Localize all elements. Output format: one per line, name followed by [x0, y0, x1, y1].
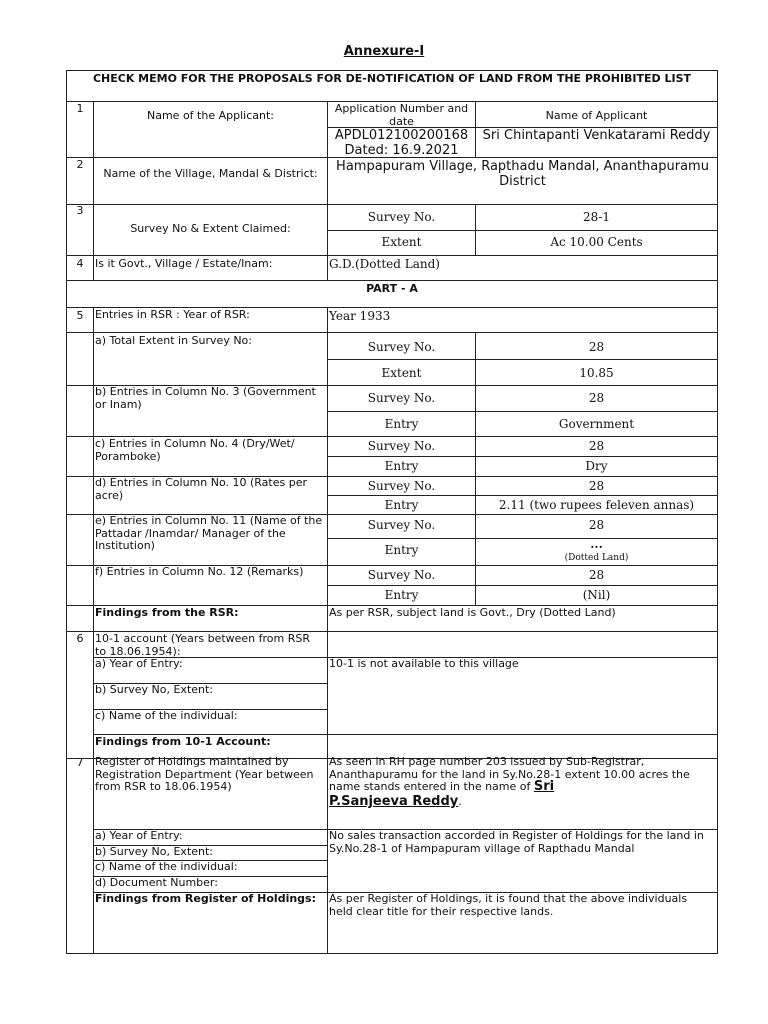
survey-extent-label: Survey No & Extent Claimed:	[130, 222, 291, 235]
part-a-heading: PART - A	[366, 282, 418, 295]
entry-label: Entry	[384, 417, 419, 431]
land-type-value: G.D.(Dotted Land)	[329, 257, 440, 271]
entry-label: Entry	[384, 498, 419, 512]
total-extent-label: a) Total Extent in Survey No:	[95, 334, 252, 347]
extent-label: Extent	[381, 366, 422, 380]
extent-label: Extent	[381, 235, 422, 249]
survey-no-label: Survey No.	[367, 391, 436, 405]
survey-no-value: 28	[588, 479, 605, 493]
application-number-header: Application Number and date	[334, 102, 469, 128]
entry-value: Government	[558, 417, 635, 431]
rsr-year-label: Entries in RSR : Year of RSR:	[95, 308, 250, 321]
individual-name-label: c) Name of the individual:	[95, 860, 238, 873]
survey-no-value: 28	[588, 340, 605, 354]
row-number: 6	[76, 632, 84, 645]
individual-name-label: c) Name of the individual:	[95, 709, 238, 722]
memo-title: CHECK MEMO FOR THE PROPOSALS FOR DE-NOTIFICATION OF LAND FROM THE PROHIBITED LIST	[92, 72, 692, 85]
account-10-1-value: 10-1 is not available to this village	[329, 657, 519, 670]
applicant-label: Name of the Applicant:	[147, 109, 274, 122]
survey-no-label: Survey No.	[367, 568, 436, 582]
extent-value: Ac 10.00 Cents	[550, 235, 643, 249]
entry-label: Entry	[384, 543, 419, 557]
survey-no-value: 28	[588, 568, 605, 582]
survey-no-label: Survey No.	[367, 439, 436, 453]
holder-name: P.Sanjeeva Reddy.	[329, 794, 462, 809]
year-of-entry-label: a) Year of Entry:	[95, 657, 183, 670]
survey-extent-label: b) Survey No, Extent:	[95, 845, 214, 858]
survey-no-value: 28-1	[583, 210, 610, 224]
village-value: Hampapuram Village, Rapthadu Mandal, Ananthapuramu District	[336, 159, 709, 189]
survey-no-value: 28	[588, 439, 605, 453]
row-number: 5	[76, 309, 84, 322]
land-type-label: Is it Govt., Village / Estate/Inam:	[95, 257, 273, 270]
holder-name-title: Sri	[533, 779, 555, 794]
column-4-label: c) Entries in Column No. 4 (Dry/Wet/ Poramboke)	[95, 437, 295, 463]
holdings-findings-value: As per Register of Holdings, it is found that the above individuals held clear title for their respective lands.	[329, 892, 688, 918]
rsr-year-value: Year 1933	[329, 309, 391, 323]
row-number: 1	[76, 102, 84, 115]
year-of-entry-label: a) Year of Entry:	[95, 829, 183, 842]
annexure-title: Annexure-I	[343, 44, 425, 59]
applicant-name-value: Sri Chintapanti Venkatarami Reddy	[482, 128, 711, 143]
entry-note: (Dotted Land)	[564, 553, 629, 563]
document-number-label: d) Document Number:	[95, 876, 218, 889]
register-of-holdings-text: As seen in RH page number 203 issued by Sub-Registrar, Ananthapuramu for the land in Sy.No.28-1 extent 10.00 acres the name stands entered in the name of	[329, 755, 690, 793]
extent-value: 10.85	[579, 366, 614, 380]
row-number: 2	[76, 158, 84, 171]
survey-no-label: Survey No.	[367, 340, 436, 354]
column-12-label: f) Entries in Column No. 12 (Remarks)	[95, 565, 304, 578]
survey-no-label: Survey No.	[367, 518, 436, 532]
register-of-holdings-value	[329, 756, 716, 794]
holder-name-text: P.Sanjeeva Reddy	[329, 794, 459, 809]
column-11-label: e) Entries in Column No. 11 (Name of the Pattadar /Inamdar/ Manager of the Institution)	[95, 514, 323, 552]
account-10-1-findings-label: Findings from 10-1 Account:	[95, 735, 271, 748]
rsr-findings-value: As per RSR, subject land is Govt., Dry (Dotted Land)	[329, 606, 616, 619]
column-10-label: d) Entries in Column No. 10 (Rates per acre)	[95, 476, 307, 502]
rsr-findings-label: Findings from the RSR:	[95, 606, 239, 619]
column-3-label: b) Entries in Column No. 3 (Government or Inam)	[95, 385, 316, 411]
entry-value: Dry	[585, 459, 608, 473]
village-label: Name of the Village, Mandal & District:	[103, 167, 318, 180]
holdings-findings-label: Findings from Register of Holdings:	[95, 892, 316, 905]
survey-no-label: Survey No.	[367, 479, 436, 493]
survey-no-value: 28	[588, 518, 605, 532]
account-10-1-label: 10-1 account (Years between from RSR to 18.06.1954):	[95, 632, 311, 658]
entry-value: 2.11 (two rupees feleven annas)	[498, 498, 695, 512]
entry-value: ...	[590, 537, 603, 551]
survey-extent-label: b) Survey No, Extent:	[95, 683, 214, 696]
row-number: 3	[76, 204, 84, 217]
applicant-name-header: Name of Applicant	[545, 109, 648, 122]
survey-no-value: 28	[588, 391, 605, 405]
register-of-holdings-label: Register of Holdings maintained by Registration Department (Year between from RSR to 18.06.1954)	[95, 755, 314, 793]
row-number: 7	[76, 756, 84, 769]
application-number-value: APDL012100200168 Dated: 16.9.2021	[334, 128, 469, 158]
survey-no-label: Survey No.	[367, 210, 436, 224]
row-number: 4	[76, 257, 84, 270]
entry-value: (Nil)	[582, 588, 611, 602]
entry-label: Entry	[384, 459, 419, 473]
sales-transaction-value: No sales transaction accorded in Register of Holdings for the land in Sy.No.28-1 of Hampapuram village of Rapthadu Mandal	[329, 829, 704, 855]
entry-label: Entry	[384, 588, 419, 602]
